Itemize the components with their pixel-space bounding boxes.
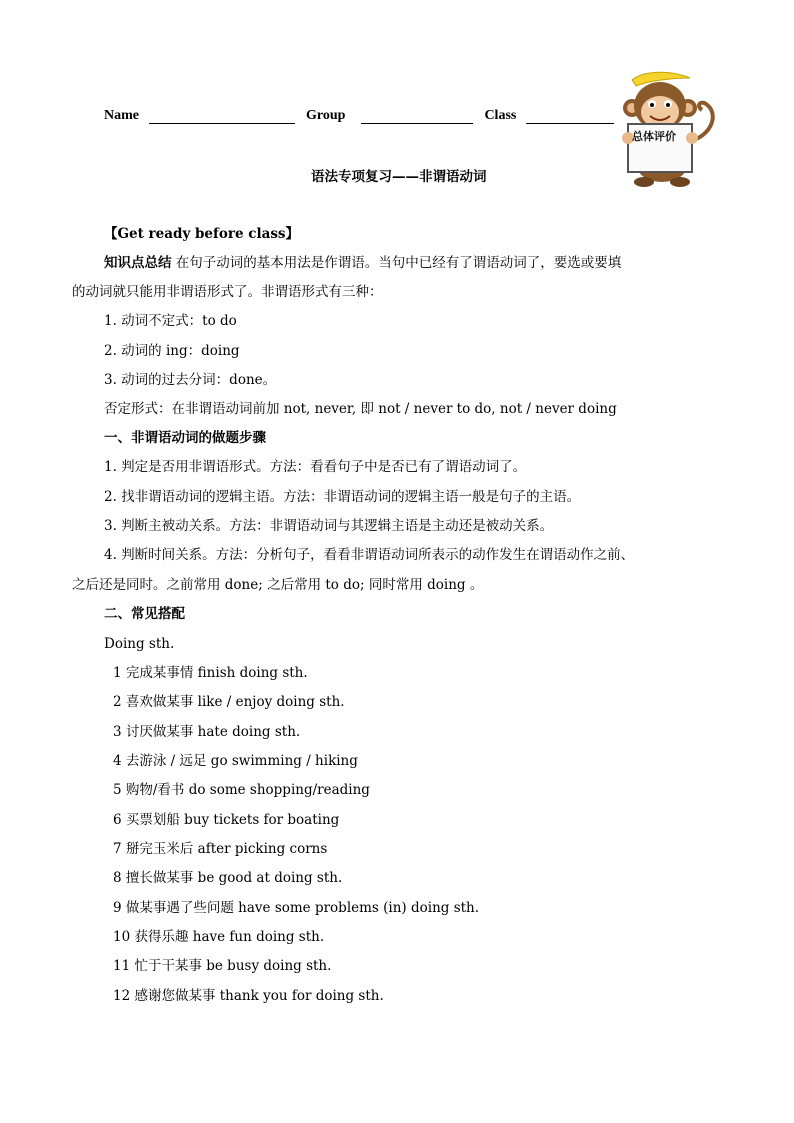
summary-line-2: 的动词就只能用非谓语形式了。非谓语形式有三种： [72, 284, 383, 300]
form-item: 2. 动词的 ing：doing [104, 343, 240, 359]
step-item: 1. 判定是否用非谓语形式。方法：看看句子中是否已有了谓语动词了。 [104, 459, 527, 475]
collocation-item: 2 喜欢做某事 like / enjoy doing sth. [113, 694, 345, 710]
doing-label: Doing sth. [104, 636, 175, 652]
form-item: 1. 动词不定式：to do [104, 313, 237, 329]
collocation-item: 10 获得乐趣 have fun doing sth. [113, 929, 325, 945]
collocation-item: 7 掰完玉米后 after picking corns [113, 841, 328, 857]
class-blank[interactable] [526, 109, 614, 124]
group-label: Group [306, 108, 346, 123]
collocation-item: 6 买票划船 buy tickets for boating [113, 812, 340, 828]
summary-text-1: 在句子动词的基本用法是作谓语。当句中已经有了谓语动词了，要选或要填 [171, 255, 622, 271]
monkey-badge [610, 68, 722, 188]
header-row [104, 108, 614, 124]
collocation-item: 4 去游泳 / 远足 go swimming / hiking [113, 753, 358, 769]
collocation-item: 12 感谢您做某事 thank you for doing sth. [113, 988, 384, 1004]
step-item-continued: 之后还是同时。之前常用 done; 之后常用 to do; 同时常用 doing 。 [72, 577, 484, 593]
name-label: Name [104, 108, 139, 123]
collocation-item: 3 讨厌做某事 hate doing sth. [113, 724, 301, 740]
section-2-title: 二、常见搭配 [104, 606, 185, 622]
group-blank[interactable] [361, 109, 473, 124]
collocation-item: 11 忙于干某事 be busy doing sth. [113, 958, 332, 974]
class-label: Class [484, 108, 517, 123]
collocation-item: 1 完成某事情 finish doing sth. [113, 665, 308, 681]
step-item: 3. 判断主被动关系。方法：非谓语动词与其逻辑主语是主动还是被动关系。 [104, 518, 554, 534]
collocation-item: 5 购物/看书 do some shopping/reading [113, 782, 370, 798]
negative-form: 否定形式：在非谓语动词前加 not, never, 即 not / never to do, not / never doing [104, 401, 617, 417]
form-item: 3. 动词的过去分词：done。 [104, 372, 277, 388]
section-get-ready: 【Get ready before class】 [104, 226, 300, 242]
step-item: 4. 判断时间关系。方法：分析句子，看看非谓语动词所表示的动作发生在谓语动作之前、 [104, 547, 635, 563]
collocation-item: 8 擅长做某事 be good at doing sth. [113, 870, 343, 886]
section-1-title: 一、非谓语动词的做题步骤 [104, 430, 266, 446]
badge-text: 总体评价 [632, 130, 676, 143]
page-title: 语法专项复习——非谓语动词 [311, 169, 487, 185]
summary-line-1 [104, 254, 621, 272]
summary-label: 知识点总结 [104, 255, 172, 271]
step-item: 2. 找非谓语动词的逻辑主语。方法：非谓语动词的逻辑主语一般是句子的主语。 [104, 489, 581, 505]
name-blank[interactable] [149, 109, 295, 124]
collocation-item: 9 做某事遇了些问题 have some problems (in) doing sth. [113, 900, 480, 916]
